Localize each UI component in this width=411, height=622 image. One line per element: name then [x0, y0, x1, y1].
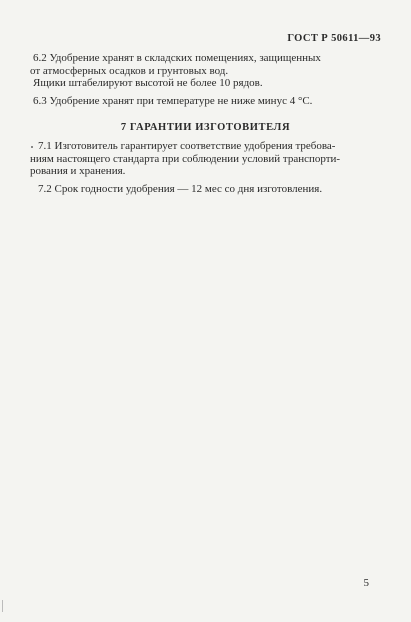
paragraph-7-2 [30, 183, 390, 196]
paragraph-7-1-line-2: ниям настоящего стандарта при соблюдении условий транспорти- [30, 152, 341, 165]
document-header: ГОСТ Р 50611—93 [287, 33, 381, 44]
paragraph-6-3-line-1: 6.3 Удобрение хранят при температуре не ниже минус 4 °С. [33, 95, 313, 107]
paragraph-7-1 [30, 140, 382, 178]
paragraph-6-2-line-1: 6.2 Удобрение хранят в складских помещениях, защищенных [33, 52, 321, 64]
paragraph-6-3 [30, 95, 385, 108]
scan-edge-mark [2, 600, 3, 612]
paragraph-7-1-line-3: рования и хранения. [30, 165, 126, 177]
section-7-title: 7 ГАРАНТИИ ИЗГОТОВИТЕЛЯ [120, 122, 291, 133]
paragraph-6-2-line-2: от атмосферных осадков и грунтовых вод. [30, 64, 229, 77]
paragraph-6-2 [30, 52, 382, 90]
paragraph-7-1-line-1: 7.1 Изготовитель гарантирует соответствие удобрения требова- [38, 140, 336, 152]
page-number: 5 [363, 577, 369, 589]
paragraph-7-2-line-1: 7.2 Срок годности удобрения — 12 мес со дня изготовления. [38, 183, 323, 195]
paragraph-6-2-line-3: Ящики штабелируют высотой не более 10 рядов. [33, 77, 263, 89]
